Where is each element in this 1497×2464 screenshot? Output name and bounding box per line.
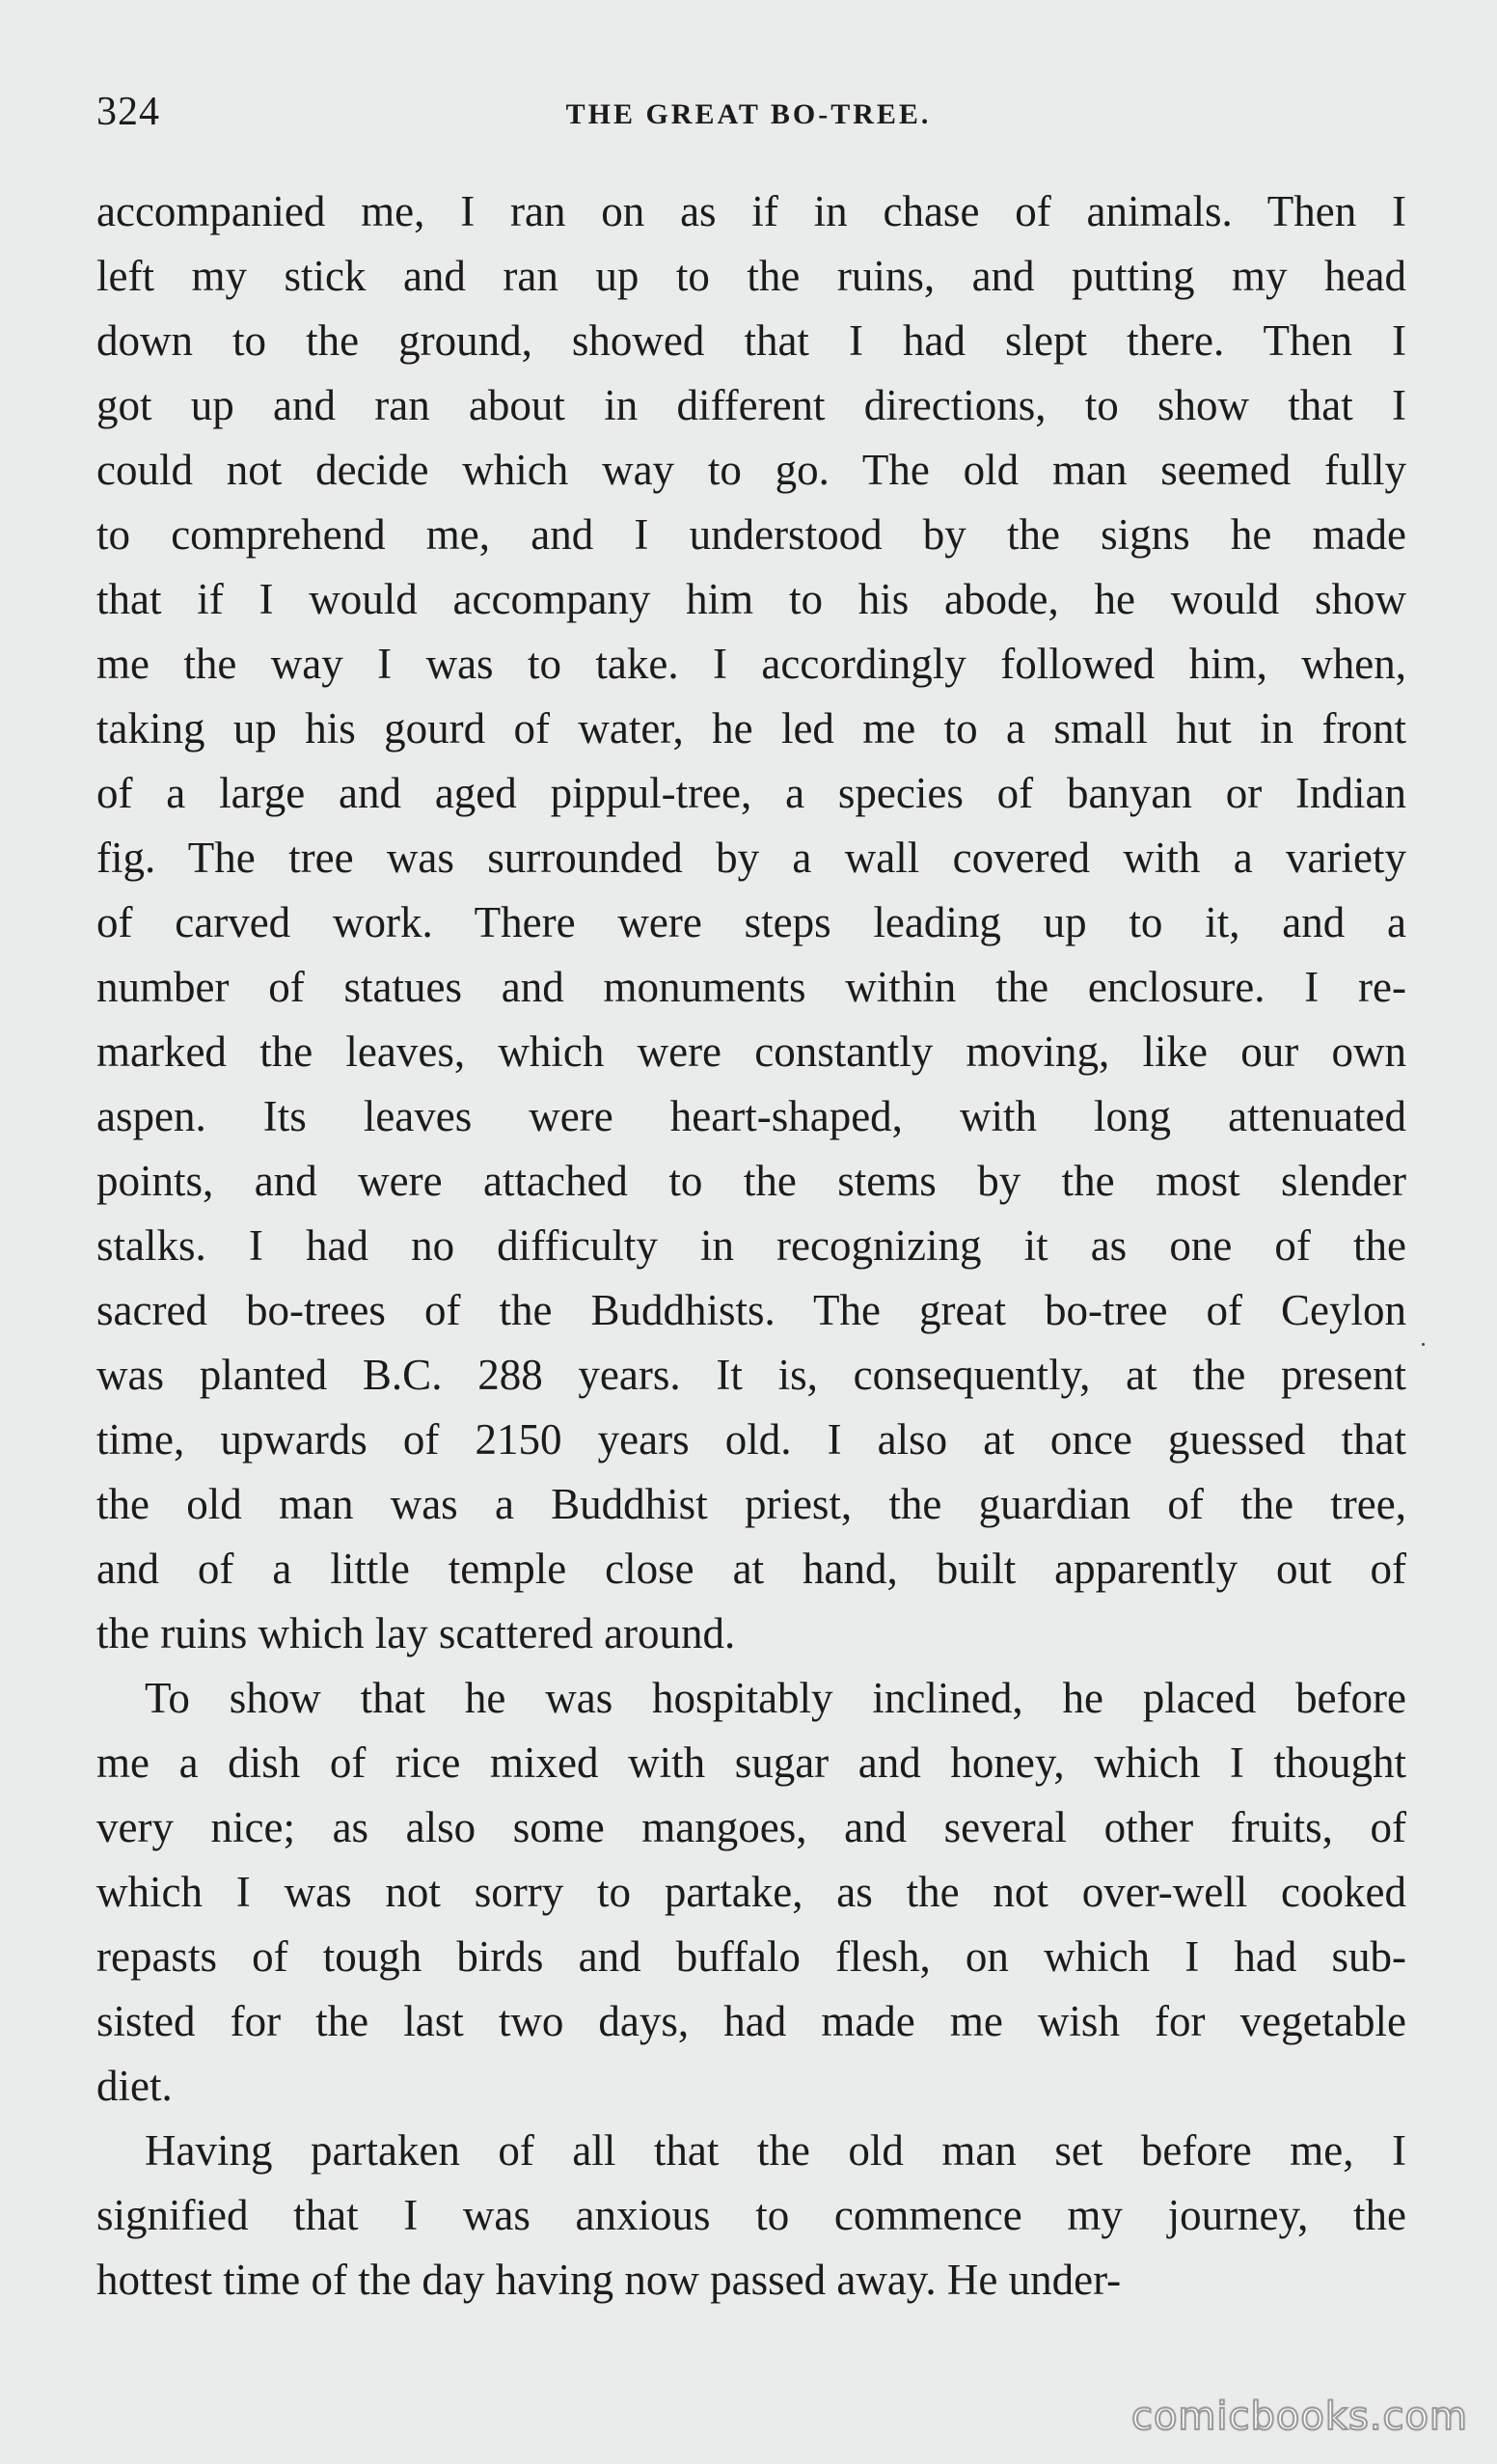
text-line: could not decide which way to go. The old man seemed fully xyxy=(96,446,1406,494)
text-line: very nice; as also some mangoes, and several other fruits, of xyxy=(96,1803,1406,1851)
text-line: down to the ground, showed that I had slept there. Then I xyxy=(96,316,1406,365)
text-line: taking up his gourd of water, he led me to a small hut in front xyxy=(96,704,1406,753)
text-line: sacred bo-trees of the Buddhists. The great bo-tree of Ceylon xyxy=(96,1286,1406,1334)
body-text xyxy=(96,179,1406,2313)
paragraph xyxy=(96,1666,1406,2119)
text-line: To show that he was hospitably inclined, he placed before xyxy=(145,1674,1406,1722)
text-line: sisted for the last two days, had made me wish for vegetable xyxy=(96,1997,1406,2045)
text-line: Having partaken of all that the old man set before me, I xyxy=(145,2126,1406,2175)
text-line: the ruins which lay scattered around. xyxy=(96,1609,736,1657)
text-line: which I was not sorry to partake, as the not over-well cooked xyxy=(96,1868,1406,1916)
text-line: fig. The tree was surrounded by a wall covered with a variety xyxy=(96,834,1406,882)
page-number: 324 xyxy=(96,90,160,134)
text-line: accompanied me, I ran on as if in chase of animals. Then I xyxy=(96,187,1406,235)
text-line: diet. xyxy=(96,2062,173,2110)
text-line: number of statues and monuments within the enclosure. I re- xyxy=(96,963,1406,1011)
text-line: and of a little temple close at hand, built apparently out of xyxy=(96,1545,1406,1593)
text-line: to comprehend me, and I understood by the signs he made xyxy=(96,510,1406,559)
text-line: hottest time of the day having now passed away. He under- xyxy=(96,2256,1122,2304)
text-line: marked the leaves, which were constantly moving, like our own xyxy=(96,1027,1406,1076)
paragraph xyxy=(96,179,1406,1666)
text-line: was planted B.C. 288 years. It is, consequently, at the present xyxy=(96,1351,1406,1399)
running-title: THE GREAT BO-TREE. xyxy=(565,98,932,130)
print-speck xyxy=(1422,1343,1425,1346)
watermark: comicbooks.com xyxy=(1130,2395,1468,2439)
text-line: the old man was a Buddhist priest, the guardian of the tree, xyxy=(96,1480,1406,1528)
text-line: time, upwards of 2150 years old. I also at once guessed that xyxy=(96,1415,1406,1464)
text-line: stalks. I had no difficulty in recognizing it as one of the xyxy=(96,1221,1406,1270)
text-line: of carved work. There were steps leading up to it, and a xyxy=(96,898,1406,946)
text-line: points, and were attached to the stems by the most slender xyxy=(96,1157,1406,1205)
text-line: of a large and aged pippul-tree, a species of banyan or Indian xyxy=(96,769,1406,817)
text-line: got up and ran about in different directions, to show that I xyxy=(96,381,1406,429)
text-line: aspen. Its leaves were heart-shaped, with long attenuated xyxy=(96,1092,1406,1140)
text-line: me the way I was to take. I accordingly followed him, when, xyxy=(96,640,1406,688)
text-line: signified that I was anxious to commence my journey, the xyxy=(96,2191,1406,2239)
paragraph xyxy=(96,2119,1406,2313)
text-line: repasts of tough birds and buffalo flesh, on which I had sub- xyxy=(96,1932,1406,1981)
text-line: me a dish of rice mixed with sugar and honey, which I thought xyxy=(96,1738,1406,1787)
text-line: that if I would accompany him to his abode, he would show xyxy=(96,575,1406,623)
text-line: left my stick and ran up to the ruins, and putting my head xyxy=(96,252,1406,300)
